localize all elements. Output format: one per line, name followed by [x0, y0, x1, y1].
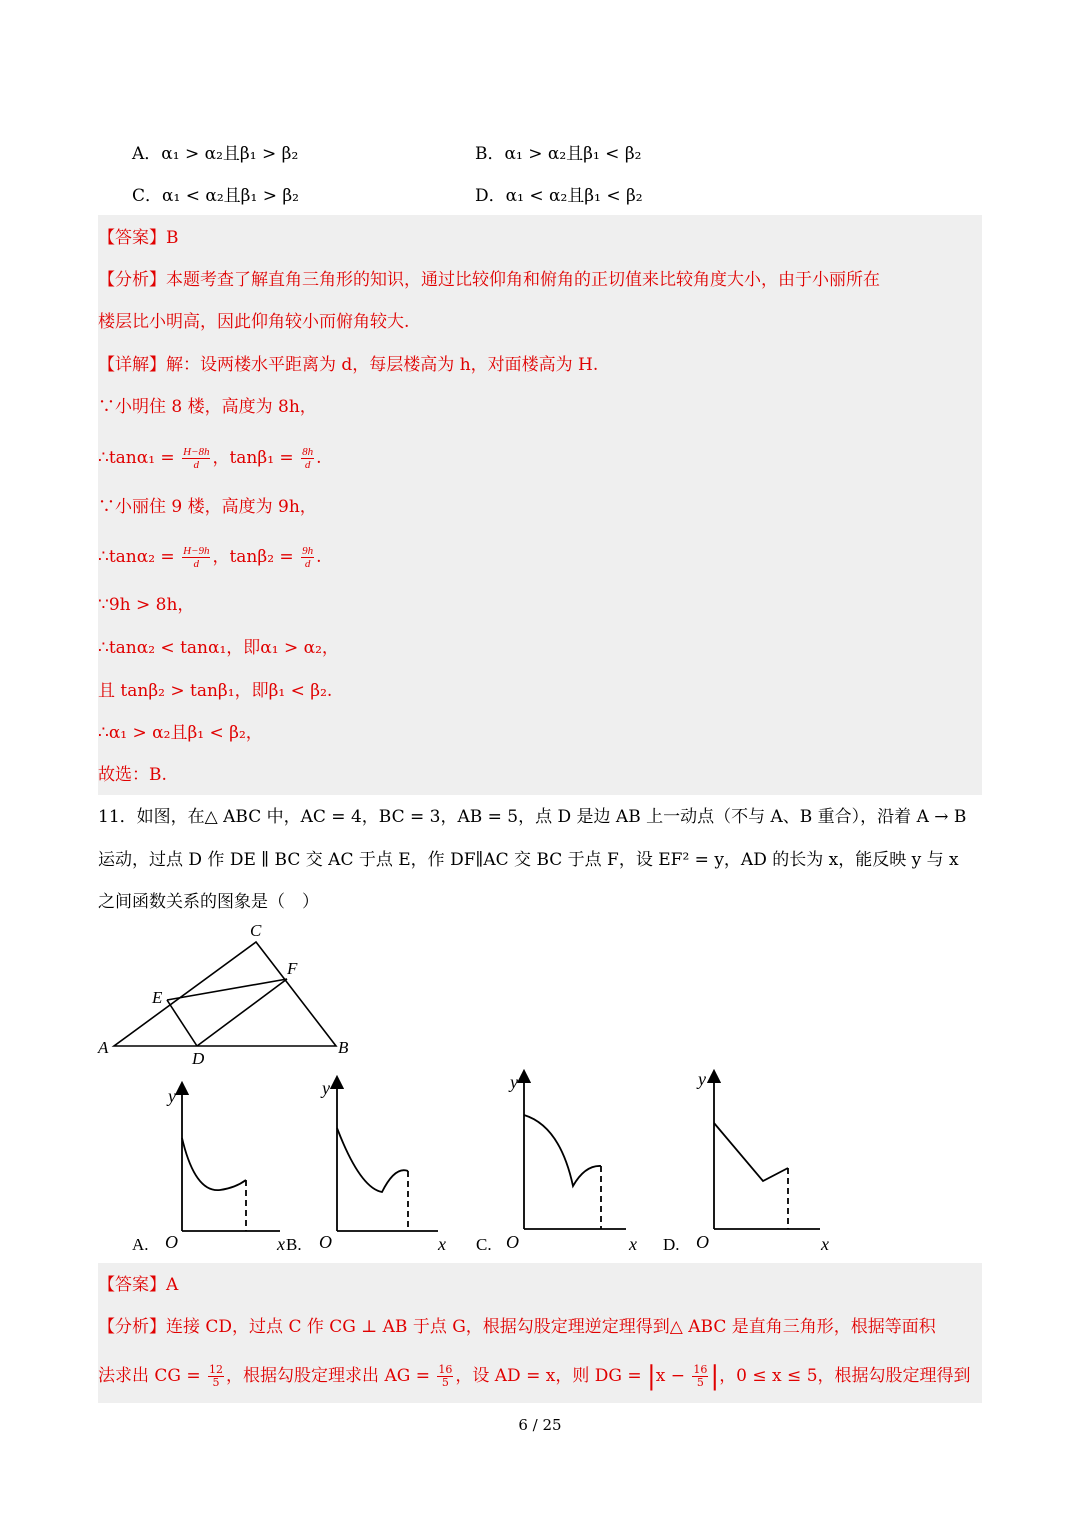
label-a: A — [98, 1038, 109, 1057]
triangle-abc — [114, 942, 336, 1046]
analysis-line-2: 楼层比小明高，因此仰角较小而俯角较大. — [98, 312, 410, 332]
answer-label: 【答案】B — [98, 228, 179, 248]
segment-ed — [167, 1000, 197, 1046]
segment-ef — [167, 979, 287, 1000]
step-2: ∴tanα₁ = $\frac{H-8h}{d}$ ，tanβ₁ = $\frac{8h}{d}$ . — [98, 446, 322, 471]
step-9: 故选：B. — [98, 765, 167, 785]
analysis2-line-2: 法求出 CG = $\frac{12}{5}$ ，根据勾股定理求出 AG = $\frac{16}{5}$ ，设 AD = x，则 DG = |x − $\frac{16}{5}$ |，0 ≤ x ≤ 5，根据勾股定理得到 — [98, 1361, 971, 1392]
analysis2-line-1: 【分析】连接 CD，过点 C 作 CG ⊥ AB 于点 G，根据勾股定理逆定理得到△ ABC 是直角三角形，根据等面积 — [98, 1317, 936, 1337]
step-6: ∴tanα₂ < tanα₁，即α₁ > α₂， — [98, 638, 339, 658]
option-b: B．α₁ > α₂且β₁ < β₂ — [475, 144, 642, 164]
analysis-line-1: 【分析】本题考查了解直角三角形的知识，通过比较仰角和俯角的正切值来比较角度大小，由于小丽所在 — [98, 270, 880, 290]
graph-d-y: y — [698, 1069, 706, 1089]
graph-b-y: y — [322, 1078, 330, 1098]
graph-b-origin: O — [319, 1232, 332, 1252]
step-8: ∴α₁ > α₂且β₁ < β₂， — [98, 723, 263, 743]
graph-c-origin: O — [506, 1232, 519, 1252]
graph-d-x: x — [821, 1234, 829, 1254]
step-3: ∵小丽住 9 楼，高度为 9h， — [98, 497, 317, 517]
graph-a-y: y — [168, 1086, 176, 1106]
graph-d — [714, 1076, 820, 1229]
graph-a-x: x — [277, 1234, 285, 1254]
graph-a-label: A. — [132, 1235, 149, 1254]
option-c: C．α₁ < α₂且β₁ > β₂ — [132, 186, 299, 206]
q11-line-3: 之间函数关系的图象是（ ） — [98, 892, 319, 912]
label-d: D — [192, 1049, 205, 1068]
graph-b — [337, 1082, 438, 1231]
q11-line-2: 运动，过点 D 作 DE ∥ BC 交 AC 于点 E，作 DF∥AC 交 BC 于点 F，设 EF² = y，AD 的长为 x，能反映 y 与 x — [98, 850, 959, 870]
graph-d-origin: O — [696, 1232, 709, 1252]
graph-a — [182, 1088, 280, 1231]
graph-b-x: x — [438, 1234, 446, 1254]
label-f: F — [287, 959, 298, 978]
graph-b-label: B. — [286, 1235, 302, 1254]
graph-c-label: C. — [476, 1235, 492, 1254]
page-number: 6 / 25 — [518, 1416, 562, 1434]
triangle-figure — [90, 918, 370, 1068]
option-a: A．α₁ > α₂且β₁ > β₂ — [132, 144, 299, 164]
label-c: C — [250, 921, 262, 940]
graph-c — [524, 1076, 626, 1229]
graph-c-y: y — [510, 1072, 518, 1092]
q11-line-1: 11．如图，在△ ABC 中，AC = 4，BC = 3，AB = 5，点 D 是边 AB 上一动点（不与 A、B 重合），沿着 A → B — [98, 807, 967, 827]
graph-d-label: D. — [663, 1235, 680, 1254]
graph-c-x: x — [629, 1234, 637, 1254]
step-5: ∵9h > 8h， — [98, 595, 195, 615]
step-1: ∵小明住 8 楼，高度为 8h， — [98, 397, 317, 417]
label-e: E — [152, 988, 163, 1007]
graph-a-origin: O — [165, 1232, 178, 1252]
option-d: D．α₁ < α₂且β₁ < β₂ — [475, 186, 643, 206]
segment-df — [197, 979, 287, 1046]
answer2-label: 【答案】A — [98, 1275, 179, 1295]
detail-line: 【详解】解：设两楼水平距离为 d，每层楼高为 h，对面楼高为 H. — [98, 355, 599, 375]
label-b: B — [338, 1038, 349, 1057]
step-4: ∴tanα₂ = $\frac{H-9h}{d}$ ，tanβ₂ = $\frac{9h}{d}$ . — [98, 545, 322, 570]
graph-options — [120, 1068, 1000, 1258]
step-7: 且 tanβ₂ > tanβ₁，即β₁ < β₂. — [98, 681, 333, 701]
